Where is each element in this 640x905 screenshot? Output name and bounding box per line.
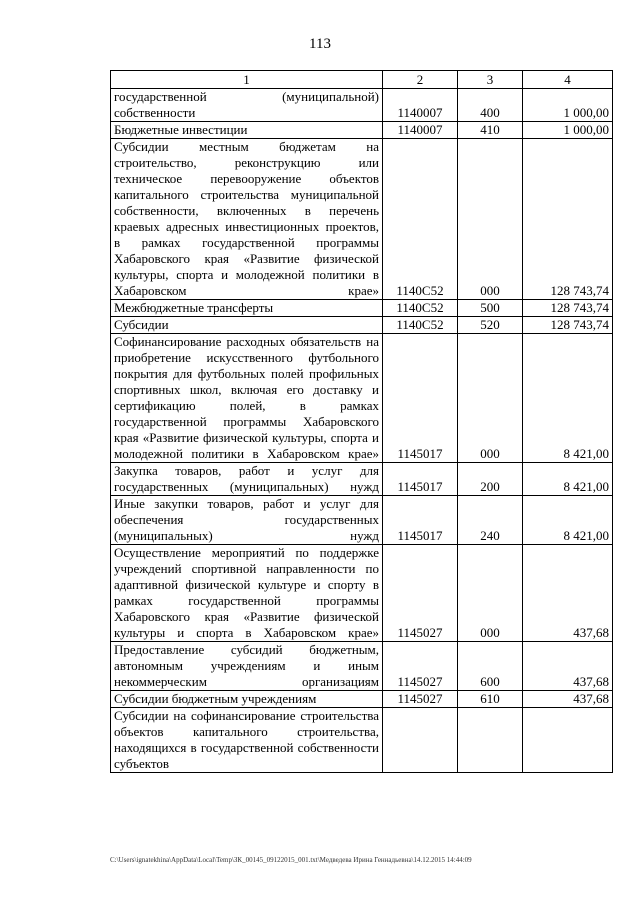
target-article-code: 1140007 <box>383 122 458 139</box>
amount: 1 000,00 <box>523 89 613 122</box>
target-article-code: 1145017 <box>383 334 458 463</box>
target-article-code: 1140С52 <box>383 317 458 334</box>
expense-type-code: 400 <box>458 89 523 122</box>
expense-type-code <box>458 708 523 773</box>
table-row <box>111 300 613 317</box>
amount: 437,68 <box>523 691 613 708</box>
expense-type-code: 000 <box>458 139 523 300</box>
row-description: Субсидии на софинансирование строительства объектов капитального строительства, находящихся в государственной собственности субъектов <box>111 708 383 773</box>
table-row <box>111 545 613 642</box>
amount: 437,68 <box>523 642 613 691</box>
table-row <box>111 708 613 773</box>
amount: 8 421,00 <box>523 463 613 496</box>
table-row <box>111 139 613 300</box>
amount: 128 743,74 <box>523 139 613 300</box>
amount: 8 421,00 <box>523 496 613 545</box>
table-row <box>111 334 613 463</box>
column-header: 4 <box>523 71 613 89</box>
target-article-code: 1140С52 <box>383 300 458 317</box>
expense-type-code: 500 <box>458 300 523 317</box>
table-row <box>111 463 613 496</box>
amount: 8 421,00 <box>523 334 613 463</box>
row-description: Бюджетные инвестиции <box>111 122 383 139</box>
target-article-code: 1145027 <box>383 545 458 642</box>
target-article-code: 1145017 <box>383 463 458 496</box>
expense-type-code: 610 <box>458 691 523 708</box>
page-number: 113 <box>309 36 331 52</box>
target-article-code: 1145027 <box>383 691 458 708</box>
row-description: Иные закупки товаров, работ и услуг для обеспечения государственных (муниципальных) нужд <box>111 496 383 545</box>
expense-type-code: 200 <box>458 463 523 496</box>
row-description: Закупка товаров, работ и услуг для государственных (муниципальных) нужд <box>111 463 383 496</box>
target-article-code: 1145027 <box>383 642 458 691</box>
expense-type-code: 000 <box>458 545 523 642</box>
target-article-code: 1140007 <box>383 89 458 122</box>
amount: 128 743,74 <box>523 300 613 317</box>
amount: 1 000,00 <box>523 122 613 139</box>
table-header-row <box>111 71 613 89</box>
table-row <box>111 317 613 334</box>
amount: 437,68 <box>523 545 613 642</box>
row-description: государственной (муниципальной) собственности <box>111 89 383 122</box>
row-description: Субсидии местным бюджетам на строительство, реконструкцию или техническое перевооружение объектов капитального строительства муниципальной собственности, включенных в перечень краевых адресных инвестиционных проектов, в рамках государственной программы Хабаровского края «Развитие физической культуры, спорта и молодежной политики в Хабаровском крае» <box>111 139 383 300</box>
row-description: Межбюджетные трансферты <box>111 300 383 317</box>
amount: 128 743,74 <box>523 317 613 334</box>
column-header: 3 <box>458 71 523 89</box>
target-article-code: 1145017 <box>383 496 458 545</box>
row-description: Субсидии бюджетным учреждениям <box>111 691 383 708</box>
row-description: Предоставление субсидий бюджетным, автономным учреждениям и иным некоммерческим организациям <box>111 642 383 691</box>
row-description: Софинансирование расходных обязательств на приобретение искусственного футбольного покрытия для футбольных полей профильных спортивных школ, включая его доставку и сертификацию полей, в рамках государственной программы Хабаровского края «Развитие физической культуры, спорта и молодежной политики в Хабаровском крае» <box>111 334 383 463</box>
expense-type-code: 240 <box>458 496 523 545</box>
expense-type-code: 520 <box>458 317 523 334</box>
expense-type-code: 410 <box>458 122 523 139</box>
target-article-code: 1140С52 <box>383 139 458 300</box>
table-row <box>111 642 613 691</box>
target-article-code <box>383 708 458 773</box>
column-header: 2 <box>383 71 458 89</box>
expense-type-code: 000 <box>458 334 523 463</box>
expense-type-code: 600 <box>458 642 523 691</box>
row-description: Осуществление мероприятий по поддержке учреждений спортивной направленности по адаптивной физической культуре и спорту в рамках государственной программы Хабаровского края «Развитие физической культуры и спорта в Хабаровском крае» <box>111 545 383 642</box>
table-row <box>111 691 613 708</box>
table-row <box>111 122 613 139</box>
table-row <box>111 496 613 545</box>
table-row <box>111 89 613 122</box>
column-header: 1 <box>111 71 383 89</box>
amount <box>523 708 613 773</box>
file-path-footer: C:\Users\ignatekhina\AppData\Local\Temp\ЗК_00145_09122015_001.txt\Медведева Ирина Геннадьевна\14.12.2015 14:44:09 <box>110 856 472 864</box>
budget-table <box>110 70 613 773</box>
row-description: Субсидии <box>111 317 383 334</box>
